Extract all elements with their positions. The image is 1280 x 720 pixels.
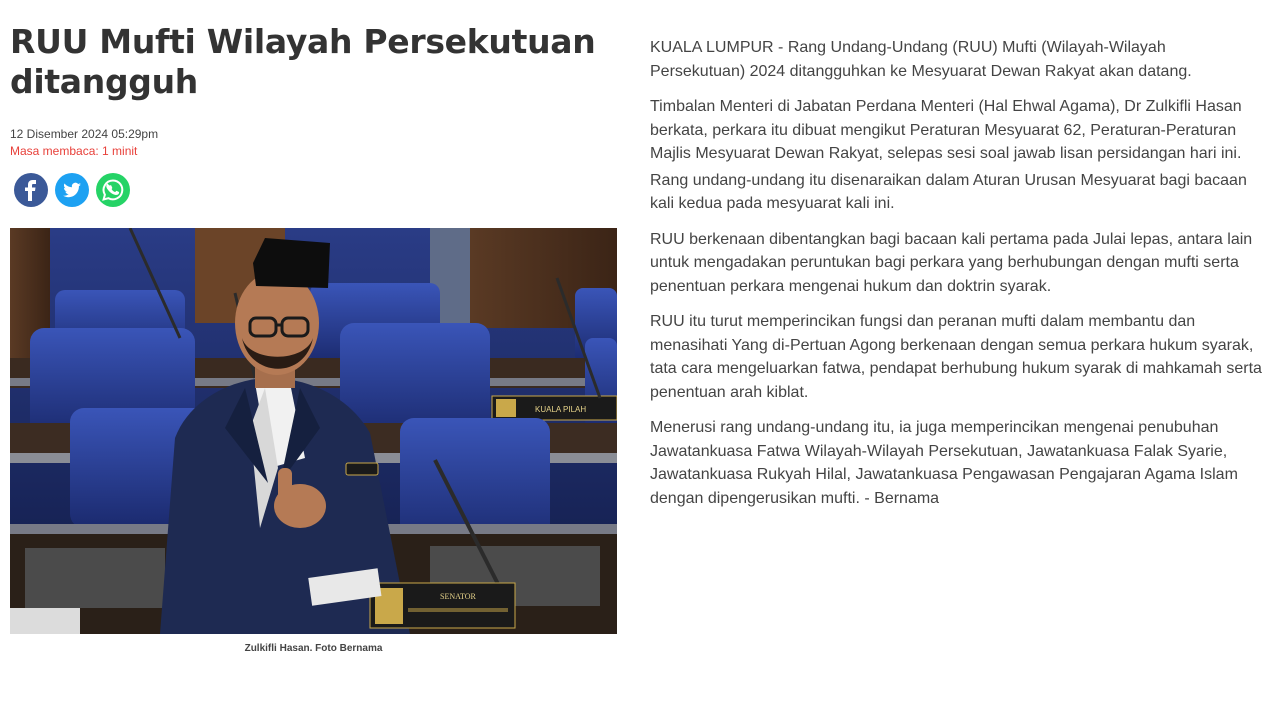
share-twitter-button[interactable] [55,173,89,207]
publish-date: 12 Disember 2024 05:29pm [10,127,159,141]
article-paragraph: RUU itu turut memperincikan fungsi dan peranan mufti dalam membantu dan menasihati Yang di-Pertuan Agong berkenaan dengan semua perkara hukum syarak, tata cara mengeluarkan fatwa, pendapat berhubung hukum syarak di mahkamah serta penentuan arah kiblat. [650,313,1262,401]
article-paragraph: Menerusi rang undang-undang itu, ia juga memperincikan mengenai penubuhan Jawatankuasa Fatwa Wilayah-Wilayah Persekutuan, Jawatankuasa Falak Syarie, Jawatankuasa Rukyah Hilal, Jawatankuasa Pengawasan Pengajaran Agama Islam dengan dipengerusikan mufti. - Bernama [650,419,1238,507]
article-photo [10,228,617,634]
whatsapp-icon [96,173,130,207]
share-buttons [14,173,618,209]
share-whatsapp-button[interactable] [96,173,130,207]
article-meta [10,126,618,160]
reading-time: Masa membaca: 1 minit [10,144,138,158]
article-paragraph: Rang undang-undang itu disenaraikan dalam Aturan Urusan Mesyuarat bagi bacaan kali kedua pada mesyuarat kali ini. [650,171,1247,212]
photo-caption: Zulkifli Hasan. Foto Bernama [244,643,383,654]
nameplate-right-text: KUALA PILAH [535,405,587,414]
parliament-photo [10,228,617,634]
twitter-icon [55,173,89,207]
facebook-icon [14,173,48,207]
article-paragraph: KUALA LUMPUR - Rang Undang-Undang (RUU) Mufti (Wilayah-Wilayah Persekutuan) 2024 ditangguhkan ke Mesyuarat Dewan Rakyat akan datang. [650,39,1192,80]
share-facebook-button[interactable] [14,173,48,207]
nameplate-center-text: SENATOR [440,592,476,601]
article-headline: RUU Mufti Wilayah Persekutuan ditangguh [10,22,596,101]
article-body [650,36,1265,522]
article-header [10,22,618,209]
article-paragraph: Timbalan Menteri di Jabatan Perdana Menteri (Hal Ehwal Agama), Dr Zulkifli Hasan berkata, perkara itu dibuat mengikut Peraturan Mesyuarat 62, Peraturan-Peraturan Majlis Mesyuarat Dewan Rakyat, selepas sesi soal jawab lisan persidangan hari ini. [650,98,1242,162]
article-paragraph: RUU berkenaan dibentangkan bagi bacaan kali pertama pada Julai lepas, antara lain untuk mengadakan peruntukan bagi perkara yang berhubungan dengan mufti serta penentuan perkara mengenai hukum dan doktrin syarak. [650,230,1253,295]
